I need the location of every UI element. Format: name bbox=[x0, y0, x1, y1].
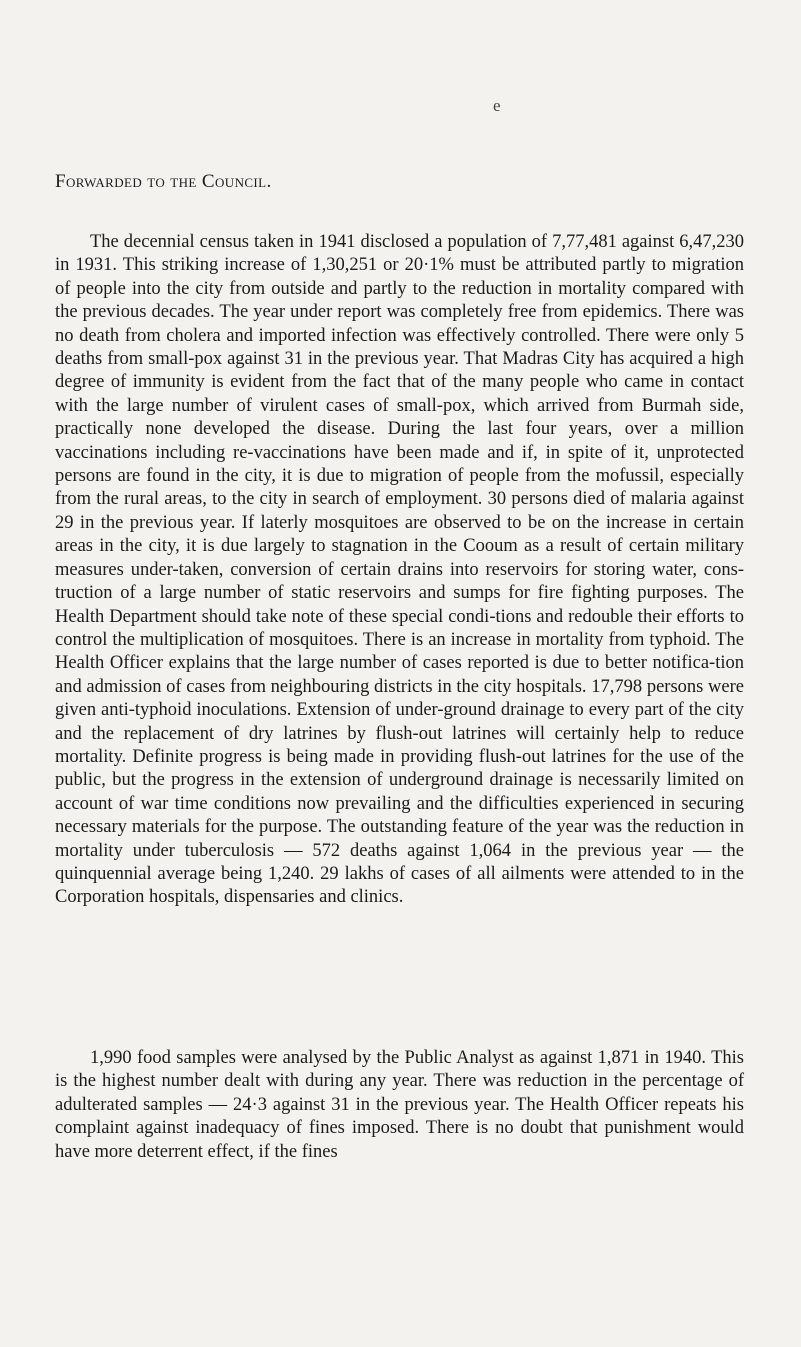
paragraph-food-samples: 1,990 food samples were analysed by the Public Analyst as against 1,871 in 1940. This is the highest number dealt with during any year. There was reduction in the percentage of adulterated samples — 24·3 against 31 in the previous year. The Health Officer repeats his complaint against inadequacy of fines imposed. There is no doubt that punishment would have more deterrent effect, if the fines bbox=[55, 1048, 744, 1162]
section-heading: Forwarded to the Council. bbox=[55, 171, 272, 192]
paragraph-census-health: The decennial census taken in 1941 disclosed a population of 7,77,481 against 6,47,230 in 1931. This striking increase of 1,30,251 or 20·1% must be attributed partly to migration of people into the city from outside and partly to the reduction in mortality compared with the previous decades. The year under report was completely free from epidemics. There was no death from cholera and imported infection was effectively controlled. There were only 5 deaths from small-pox against 31 in the previous year. That Madras City has acquired a high degree of immunity is evident from the fact that of the many people who came in contact with the large number of virulent cases of small-pox, which arrived from Burmah side, practically none developed the disease. During the last four years, over a million vaccinations including re-vaccinations have been made and if, in spite of it, unprotected persons are found in the city, it is due to migration of people from the mofussil, especially from the rural areas, to the city in search of employment. 30 persons died of malaria against 29 in the previous year. If laterly mosquitoes are observed to be on the increase in certain areas in the city, it is due largely to stagnation in the Cooum as a result of certain military measures under-taken, conversion of certain drains into reservoirs for storing water, cons-truction of a large number of static reservoirs and sumps for fire fighting purposes. The Health Department should take note of these special condi-tions and redouble their efforts to control the multiplication of mosquitoes. There is an increase in mortality from typhoid. The Health Officer explains that the large number of cases reported is due to better notifica-tion and admission of cases from neighbouring districts in the city hospitals. 17,798 persons were given anti-typhoid inoculations. Extension of under-ground drainage to every part of the city and the replacement of dry latrines by flush-out latrines will certainly help to reduce mortality. Definite progress is being made in providing flush-out latrines for the use of the public, but the progress in the extension of underground drainage is necessarily limited on account of war time conditions now prevailing and the difficulties experienced in securing necessary materials for the purpose. The outstanding feature of the year was the reduction in mortality under tuberculosis — 572 deaths against 1,064 in the previous year — the quinquennial average being 1,240. 29 lakhs of cases of all ailments were attended to in the Corporation hospitals, dispensaries and clinics. bbox=[55, 232, 744, 908]
page-marker: e bbox=[493, 96, 501, 115]
